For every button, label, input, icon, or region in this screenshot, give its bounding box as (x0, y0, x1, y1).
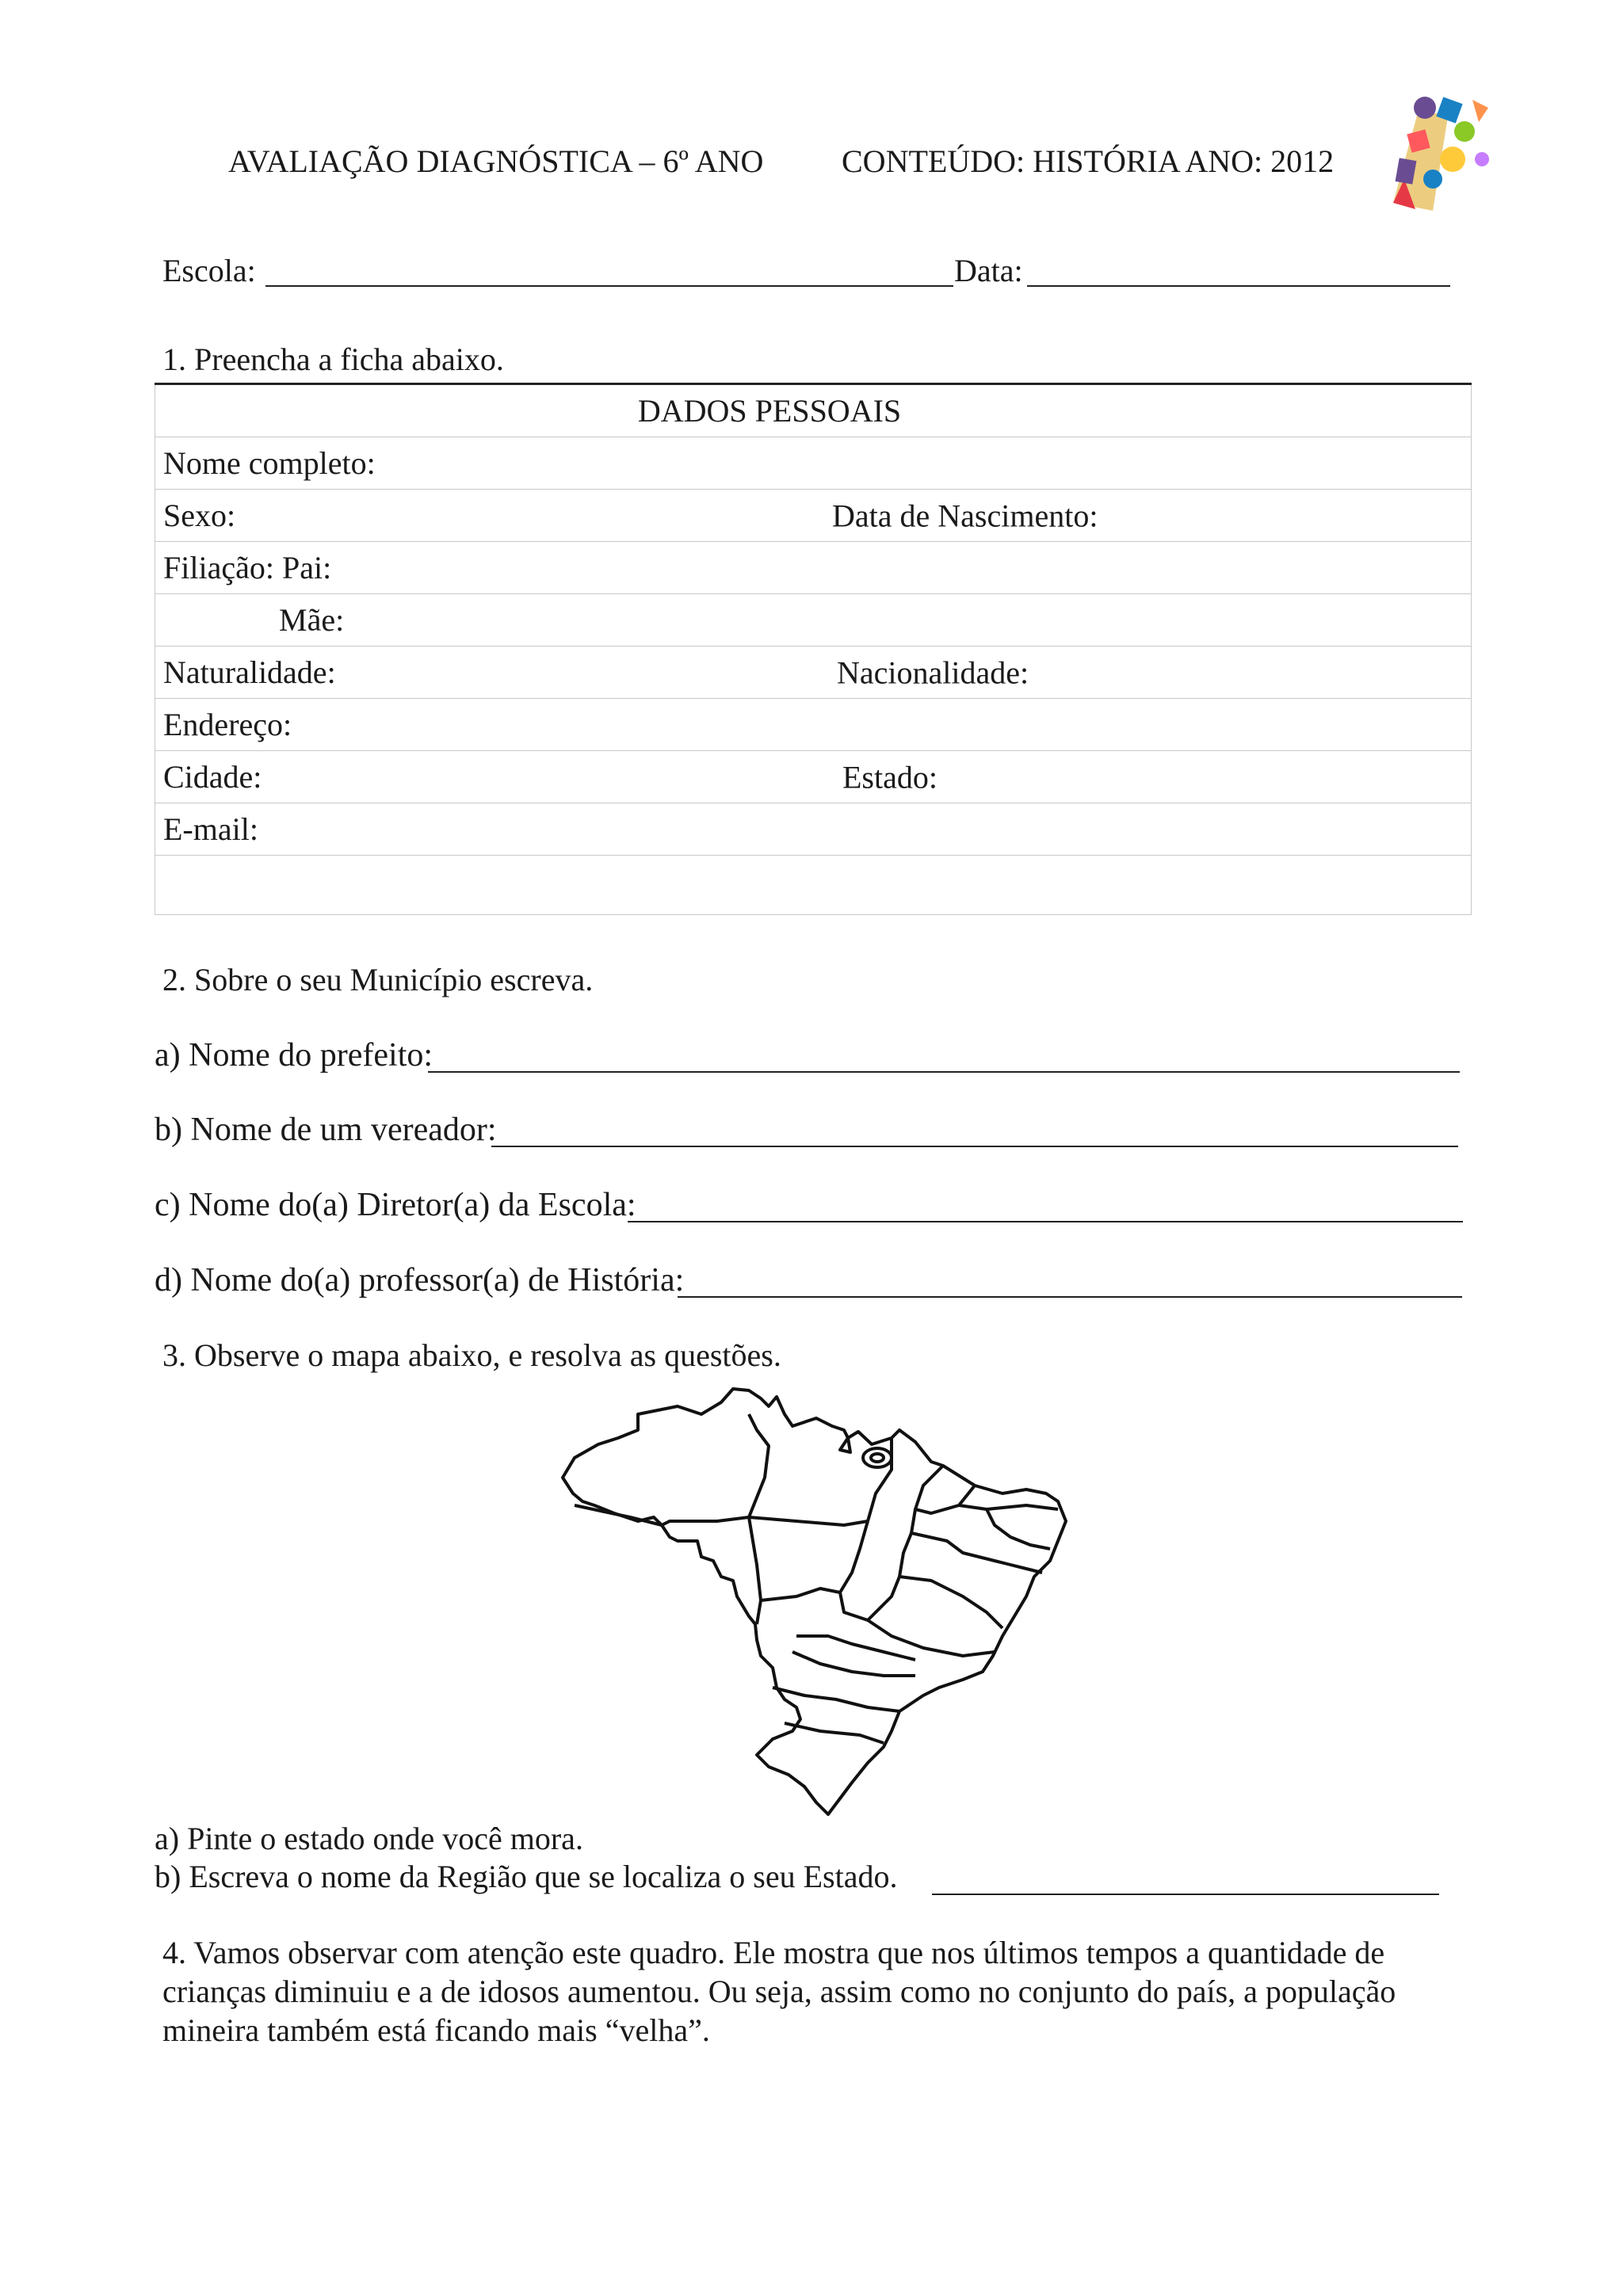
colorful-letters-pencil-icon (1377, 84, 1496, 219)
form-row-naturalidade[interactable] (155, 646, 1472, 699)
q3-answer-regiao[interactable] (932, 1894, 1439, 1895)
brazil-map-icon[interactable] (519, 1383, 1109, 1822)
form-row-sexo[interactable] (155, 490, 1472, 542)
question-2-title: 2. Sobre o seu Município escreva. (162, 962, 594, 997)
q2-item-vereador: b) Nome de um vereador: (155, 1112, 497, 1148)
personal-data-form (155, 383, 1472, 915)
q2-answer-diretor[interactable] (628, 1221, 1463, 1222)
q2-answer-prefeito[interactable] (428, 1071, 1460, 1073)
question-3-title: 3. Observe o mapa abaixo, e resolva as questões. (162, 1337, 781, 1373)
data-label: Data: (954, 253, 1023, 288)
form-label: Data de Nascimento: (832, 498, 1098, 533)
question-1-title: 1. Preencha a ficha abaixo. (162, 341, 504, 377)
form-row-blank[interactable] (155, 856, 1472, 915)
form-row-mae[interactable] (155, 594, 1472, 646)
form-row-nome[interactable] (155, 437, 1472, 490)
q2-answer-vereador[interactable] (491, 1146, 1458, 1147)
header-content-year: CONTEÚDO: HISTÓRIA ANO: 2012 (842, 143, 1335, 179)
q2-item-prefeito: a) Nome do prefeito: (155, 1037, 433, 1074)
form-label: Mãe: (279, 602, 345, 638)
form-label: E-mail: (163, 811, 258, 847)
form-label: Cidade: (163, 759, 262, 795)
q2-item-professor: d) Nome do(a) professor(a) de História: (155, 1262, 685, 1299)
form-label: Naturalidade: (163, 654, 336, 690)
form-label: Sexo: (163, 498, 236, 533)
form-label: Endereço: (163, 707, 292, 742)
data-field[interactable] (1027, 285, 1450, 287)
form-label: Filiação: Pai: (163, 550, 332, 585)
question-4-text: 4. Vamos observar com atenção este quadro. Ele mostra que nos últimos tempos a quantidade de crianças diminuiu e a de idosos aumentou. Ou seja, assim como no conjunto do país, a população mineira também está ficando mais “velha”. (162, 1935, 1396, 2048)
q2-item-diretor: c) Nome do(a) Diretor(a) da Escola: (155, 1187, 636, 1223)
form-row-endereco[interactable] (155, 699, 1472, 751)
form-row-pai[interactable] (155, 542, 1472, 594)
form-header: DADOS PESSOAIS (155, 384, 1472, 437)
form-row-email[interactable] (155, 803, 1472, 856)
escola-field[interactable] (265, 285, 953, 287)
q2-answer-professor[interactable] (678, 1296, 1462, 1298)
form-label: Nome completo: (163, 445, 376, 481)
form-row-cidade[interactable] (155, 751, 1472, 803)
q3-item-a: a) Pinte o estado onde você mora. (155, 1821, 583, 1856)
header-title: AVALIAÇÃO DIAGNÓSTICA – 6º ANO (228, 143, 764, 179)
escola-label: Escola: (162, 253, 256, 288)
form-label: Estado: (842, 759, 938, 795)
form-label: Nacionalidade: (837, 654, 1029, 690)
q3-item-b: b) Escreva o nome da Região que se localiza o seu Estado. (155, 1859, 898, 1894)
